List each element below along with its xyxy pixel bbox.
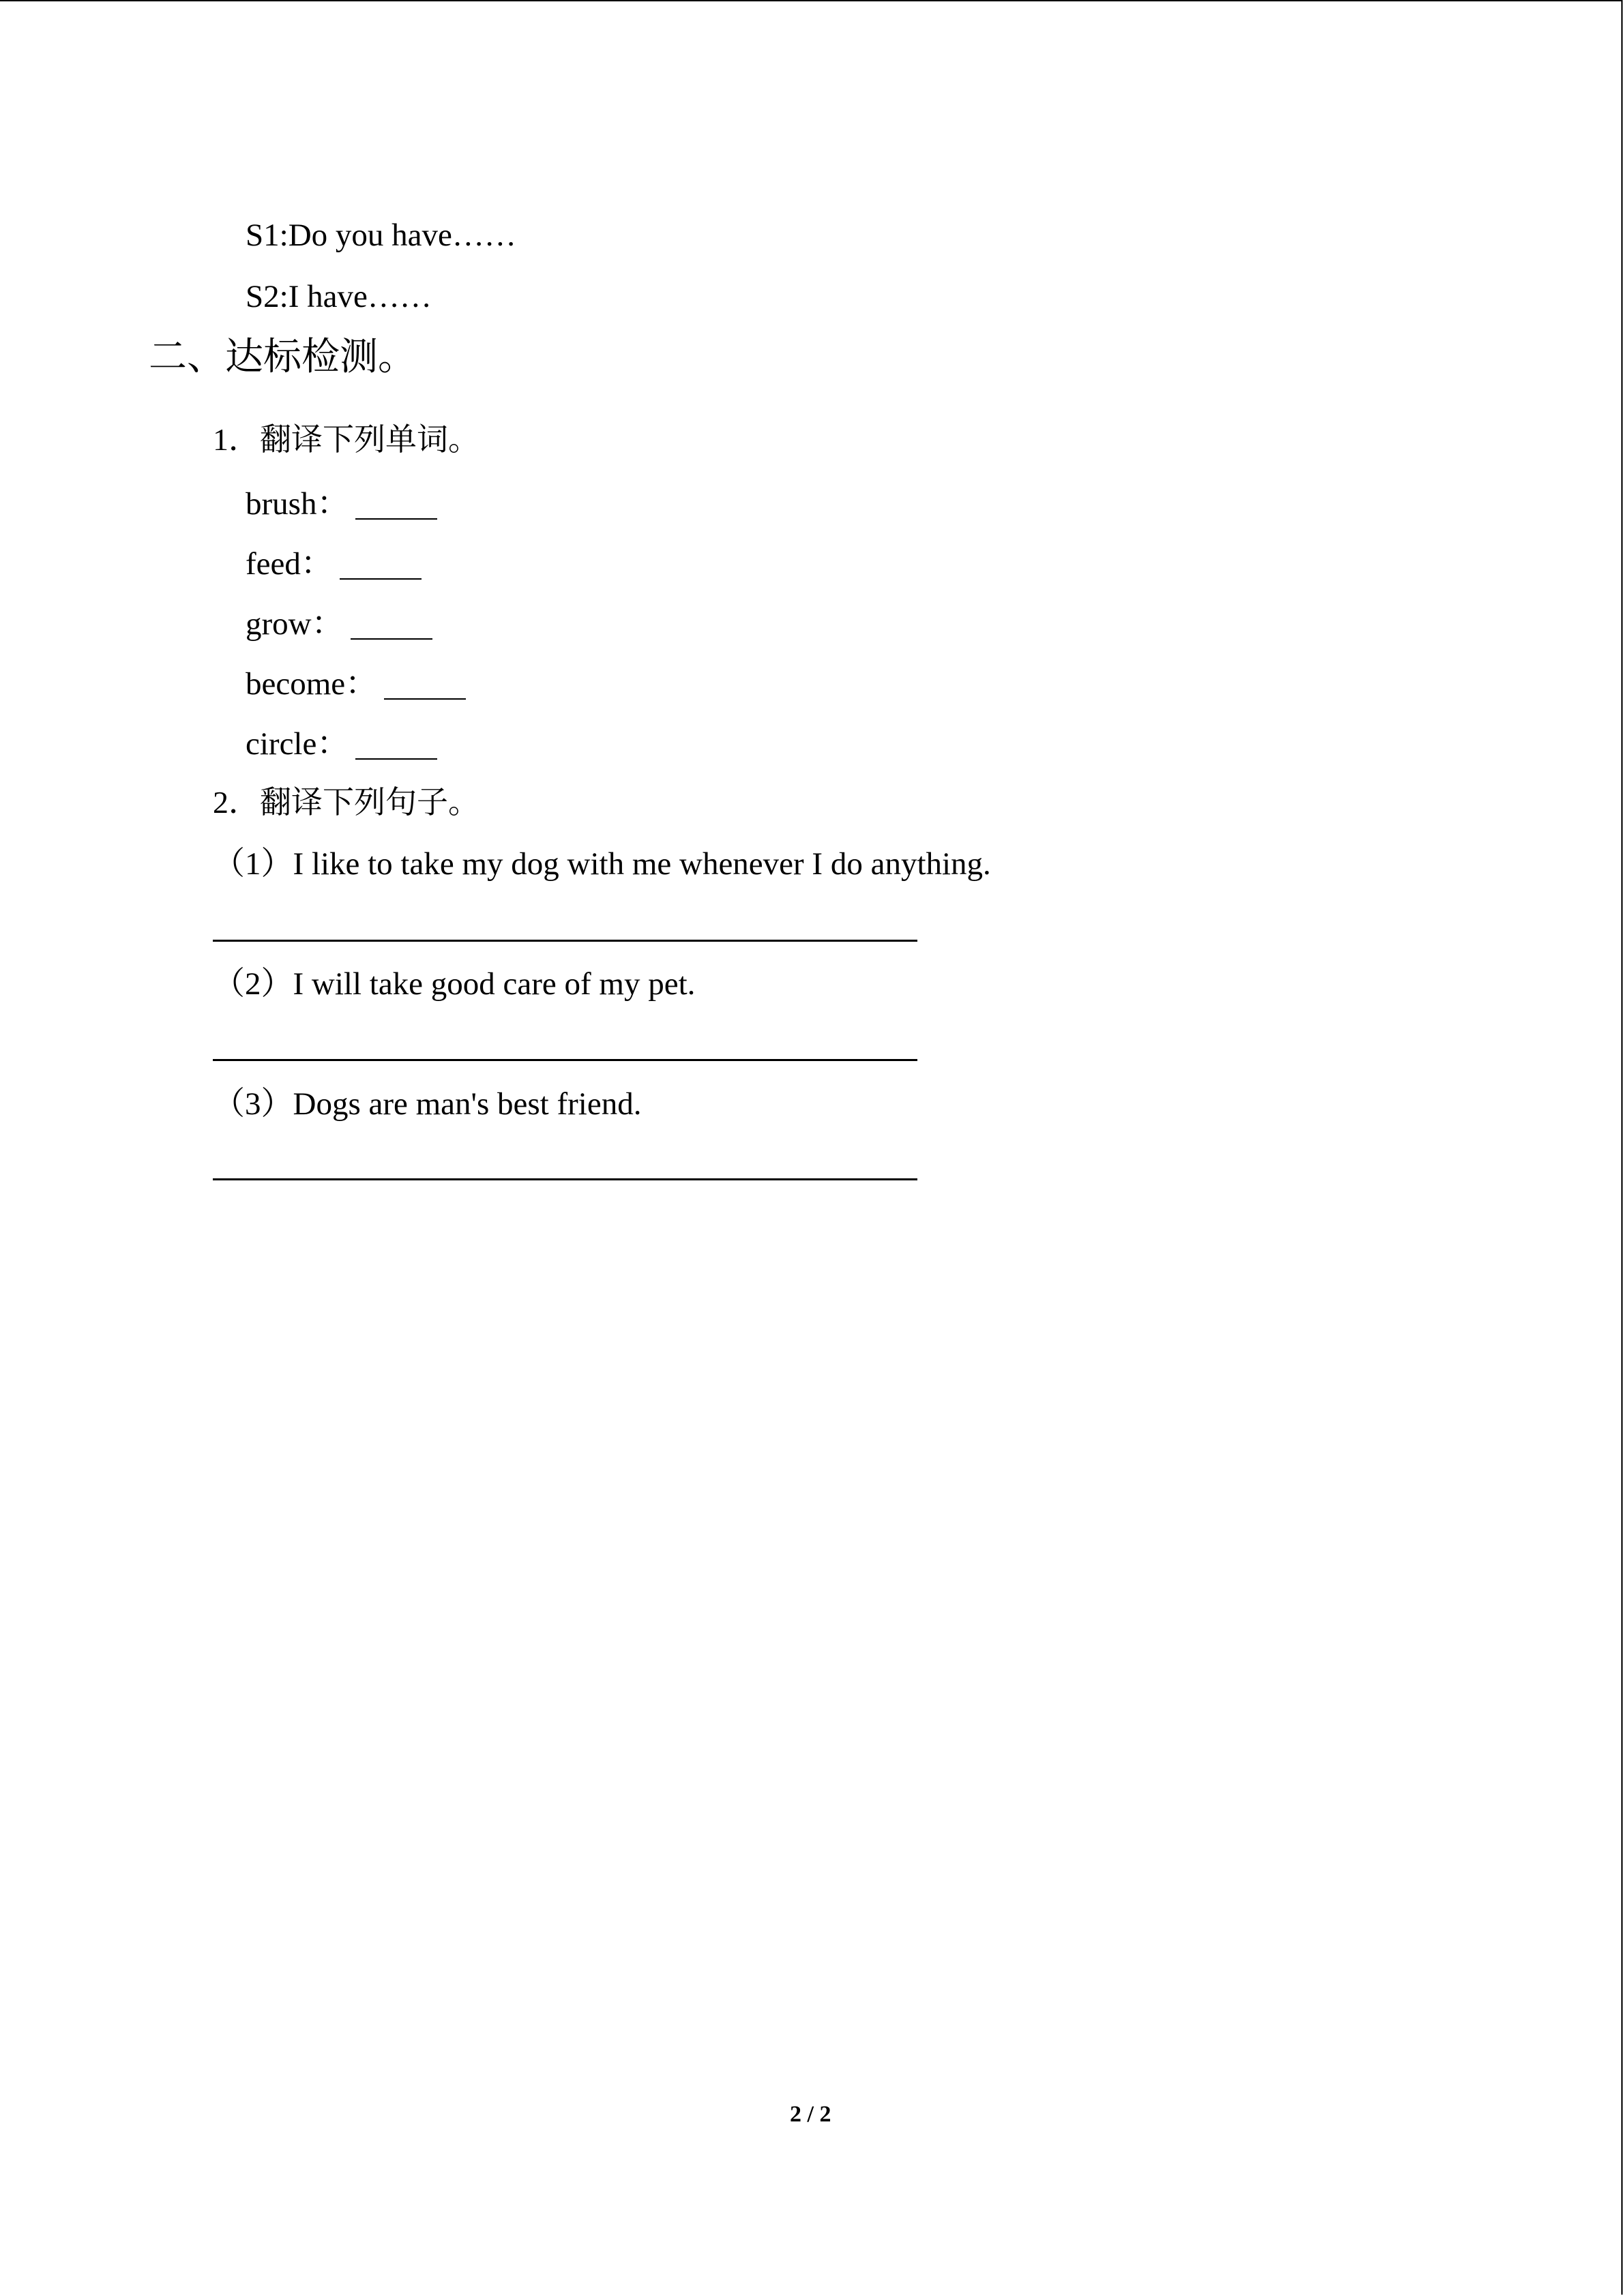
vocab-blank[interactable] [355, 518, 437, 520]
question-1-title: 1．翻译下列单词。 [213, 422, 479, 457]
vocab-item-become [246, 668, 466, 700]
sentence-2: （2）I will take good care of my pet. [213, 966, 696, 1002]
vocab-blank[interactable] [384, 698, 466, 700]
vocab-blank[interactable] [351, 638, 432, 640]
answer-line-2[interactable] [213, 1059, 917, 1061]
vocab-item-grow [246, 608, 432, 640]
vocab-word: feed： [246, 546, 333, 582]
vocab-word: grow： [246, 606, 344, 642]
sentence-1: （1）I like to take my dog with me whenever I do anything. [213, 846, 991, 882]
vocab-blank[interactable] [355, 758, 437, 760]
vocab-word: brush： [246, 486, 349, 522]
vocab-word: circle： [246, 726, 349, 762]
section-title: 二、达标检测。 [149, 336, 416, 378]
answer-line-3[interactable] [213, 1178, 917, 1180]
answer-line-1[interactable] [213, 940, 917, 942]
dialogue-line-s1: S1:Do you have…… [246, 218, 516, 253]
vocab-item-brush [246, 488, 437, 520]
vocab-item-circle [246, 728, 437, 760]
page-number: 2 / 2 [790, 2102, 831, 2127]
vocab-item-feed [246, 548, 422, 580]
vocab-blank[interactable] [340, 578, 422, 580]
sentence-3: （3）Dogs are man's best friend. [213, 1086, 642, 1122]
vocab-word: become： [246, 666, 378, 702]
dialogue-line-s2: S2:I have…… [246, 279, 432, 314]
question-2-title: 2．翻译下列句子。 [213, 785, 479, 820]
